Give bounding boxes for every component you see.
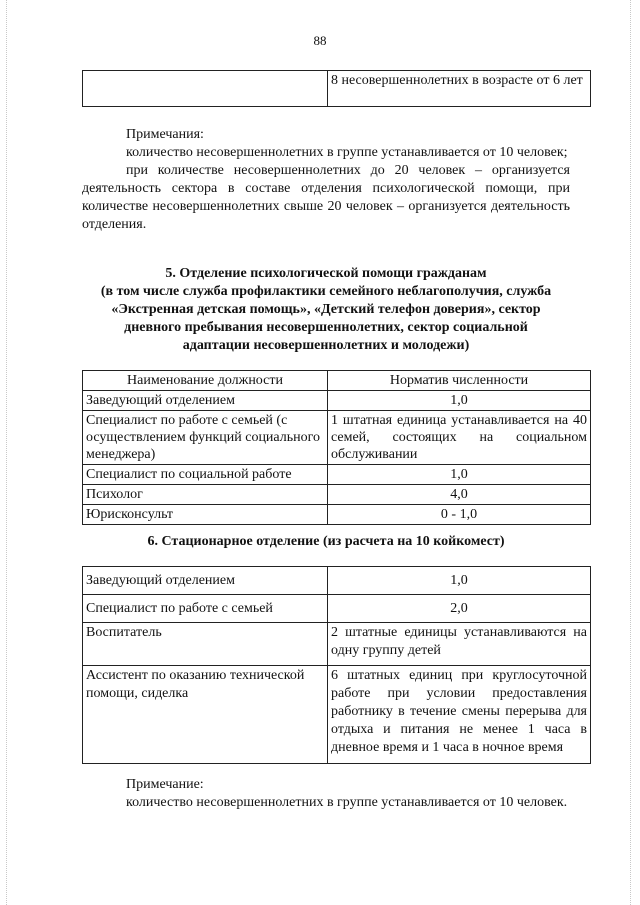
section-title-line: дневного пребывания несовершеннолетних, сектор социальной (124, 320, 528, 335)
table-row (83, 391, 591, 411)
column-header-position: Наименование должности (83, 371, 328, 391)
table-row (83, 71, 591, 107)
table-row (83, 411, 591, 465)
section-5-staff-table (82, 370, 591, 525)
section-title-line: 5. Отделение психологической помощи гражданам (165, 266, 487, 281)
table-cell-position: Психолог (83, 485, 328, 505)
table-row (83, 465, 591, 485)
right-margin-line (630, 0, 631, 905)
table-cell-position: Заведующий отделением (83, 567, 328, 595)
table-row (83, 623, 591, 666)
notes-heading: Примечания: (126, 127, 204, 142)
notes-block (82, 126, 570, 234)
table-cell-norm: 0 - 1,0 (328, 505, 591, 525)
table-cell-norm: 1 штатная единица устанавливается на 40 семей, состоящих на социальном обслуживании (328, 411, 591, 465)
table-cell-norm: 8 несовершеннолетних в возрасте от 6 лет (328, 71, 591, 107)
table-row (83, 505, 591, 525)
column-header-norm: Норматив численности (328, 371, 591, 391)
section-6-staff-table (82, 566, 591, 764)
table-cell-position: Специалист по работе с семьей (83, 595, 328, 623)
note-item: при количестве несовершеннолетних до 20 человек – организуется деятельность сектора в составе отделения психологической помощи, при количестве несовершеннолетних свыше 20 человек – организуется деятельность отделения. (82, 163, 570, 232)
note-item: количество несовершеннолетних в группе устанавливается от 10 человек; (126, 145, 568, 160)
table-cell-empty (83, 71, 328, 107)
table-cell-position: Ассистент по оказанию технической помощи, сиделка (83, 666, 328, 764)
left-margin-line (6, 0, 7, 905)
table-row (83, 567, 591, 595)
table-cell-position: Юрисконсульт (83, 505, 328, 525)
top-continuation-table (82, 70, 591, 107)
section-title-line: «Экстренная детская помощь», «Детский телефон доверия», сектор (111, 302, 541, 317)
table-header-row (83, 371, 591, 391)
table-row (83, 485, 591, 505)
page-number: 88 (313, 33, 327, 48)
table-cell-norm: 1,0 (328, 465, 591, 485)
notes-heading: Примечание: (126, 777, 204, 792)
table-row (83, 595, 591, 623)
table-cell-position: Воспитатель (83, 623, 328, 666)
section-title-line: (в том числе служба профилактики семейного неблагополучия, служба (100, 284, 552, 299)
notes-block (82, 776, 570, 812)
table-cell-norm: 2,0 (328, 595, 591, 623)
table-row (83, 666, 591, 764)
table-cell-position: Заведующий отделением (83, 391, 328, 411)
table-cell-norm: 2 штатные единицы устанавливаются на одну группу детей (328, 623, 591, 666)
section-6-title: 6. Стационарное отделение (из расчета на 10 койкомест) (147, 534, 505, 549)
section-title-line: адаптации несовершеннолетних и молодежи) (182, 338, 470, 353)
table-cell-norm: 4,0 (328, 485, 591, 505)
table-cell-norm: 1,0 (328, 567, 591, 595)
table-cell-norm: 6 штатных единиц при круглосуточной работе при условии предоставления работнику в течение смены перерыва для отдыха и питания не менее 1 часа в дневное время и 1 часа в ночное время (328, 666, 591, 764)
note-item: количество несовершеннолетних в группе устанавливается от 10 человек. (126, 795, 568, 810)
table-cell-position: Специалист по социальной работе (83, 465, 328, 485)
table-cell-position: Специалист по работе с семьей (с осуществлением функций социального менеджера) (83, 411, 328, 465)
section-5-title (82, 265, 570, 355)
table-cell-norm: 1,0 (328, 391, 591, 411)
